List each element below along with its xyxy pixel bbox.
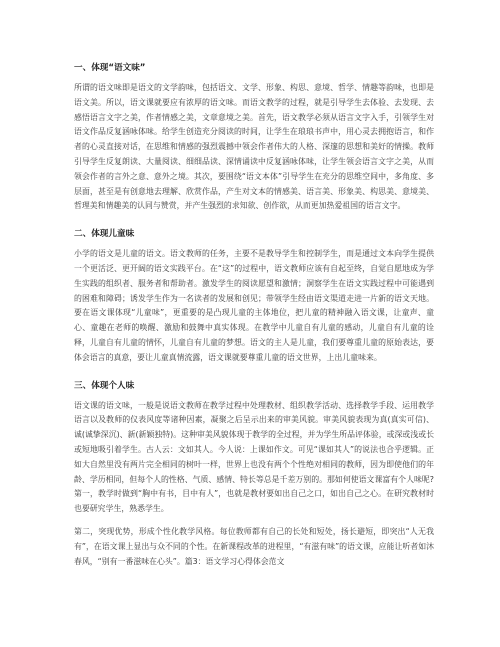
section-ertongwei (74, 228, 434, 365)
section-gerenwei (74, 380, 434, 570)
section-heading: 二、体现儿童味 (74, 229, 135, 240)
section-heading: 三、体现个人味 (74, 380, 135, 391)
section-paragraph: 所谓的语文味即是语文的文学韵味，包括语文、文学、形象、构思、意境、哲学、情趣等韵味，也即是语文美。所以，语文课就要应有浓厚的语文味。而语文教学的过程，就是引导学生去体验、去发现、去感悟语言文字之美，作者情感之美，文章意境之美。首先，语文教学必须从语言文字入手，引领学生对语文作品反复涵咏体味。给学生创造充分阅读的时间，让学生在琅琅书声中，用心灵去拥抱语言，和作者的心灵直接对话，在思维和情感的强烈震撼中领会作者伟大的人格、深邃的思想和美好的情操。教师引导学生反复朗读、大量阅读、细细品读、深情诵读中反复涵咏体味，让学生领会语言文字之美，从而领会作者的言外之意、意外之境。其次，要围绕“语文本体”引导学生在充分的思维空间中，多角度、多层面，甚至是有创意地去理解、欣赏作品，产生对文本的情感美、语言美、形象美、构思美、意境美、哲理美和情趣美的认同与赞赏，并产生强烈的求知欲、创作欲，从而更加热爱祖国的语言文字。 (74, 83, 434, 211)
section-paragraph: 语文课的语文味，一般是说语文教师在教学过程中处理教材、组织教学活动、选择教学手段、运用教学语言以及教师的仪表风度等诸种因素，凝聚之后呈示出来的审美风貌。审美风貌表现为真(真实可信)、诚(诚挚深沉)、新(新颖独特)。这种审美风貌体现于教学的全过程，并为学生所品评体验，或深或浅或长或短地吸引着学生。古人云：文如其人。今人说：上课如作文。可见“课如其人”的说法也合乎逻辑。正如大自然里没有两片完全相同的树叶一样，世界上也没有两个个性绝对相同的教师，因为即使他们的年龄、学历相同，但每个人的性格、气质、感情、特长等总是千差万别的。那如何使语文课富有个人味呢?第一，教学时做到“胸中有书，目中有人”，也就是教材要如出自己之口，如出自己之心。在研究教材时也要研究学生，熟悉学生。 (74, 400, 434, 514)
section-heading: 一、体现“语文味” (74, 63, 146, 73)
section-paragraph: 第二，突现优势，形成个性化教学风格。每位教师都有自己的长处和短处，扬长避短，即突出“人无我有”，在语文课上显出与众不同的个性。在新课程改革的进程里，“有滋有味”的语文课，应能让听者如沐春风，“别有一番滋味在心头”。篇3：语文学习心得体会范文 (74, 526, 434, 566)
section-paragraph: 小学的语文是儿童的语文。语文教师的任务，主要不是教导学生和控制学生，而是通过文本向学生提供一个更活泛、更开阔的语文实践平台。在“这”的过程中，语文教师应该有自起至终，自觉自愿地成为学生实践的组织者、服务者和帮助者。激发学生的阅读愿望和激情；洞察学生在语文实践过程中可能遇到的困难和障碍；诱发学生作为一名读者的发展和创见；带领学生经由语文渠道走进一片新的语文天地。要在语文课体现“儿童味”，更重要的是凸现儿童的主体地位，把儿童的精神融入语文课，让童声、童心、童趣在老师的唤醒、激励和鼓舞中真实体现。在教学中儿童自有儿童的感动，儿童自有儿童的诠释，儿童自有儿童的情怀，儿童自有儿童的梦想。语文的主人是儿童，我们要尊重儿童的原始表达，要体会语言的真意，要让儿童真情流露，语文课就要尊重儿童的语文世界，上出儿童味来。 (74, 249, 434, 362)
section-yuwenwei (74, 62, 434, 214)
